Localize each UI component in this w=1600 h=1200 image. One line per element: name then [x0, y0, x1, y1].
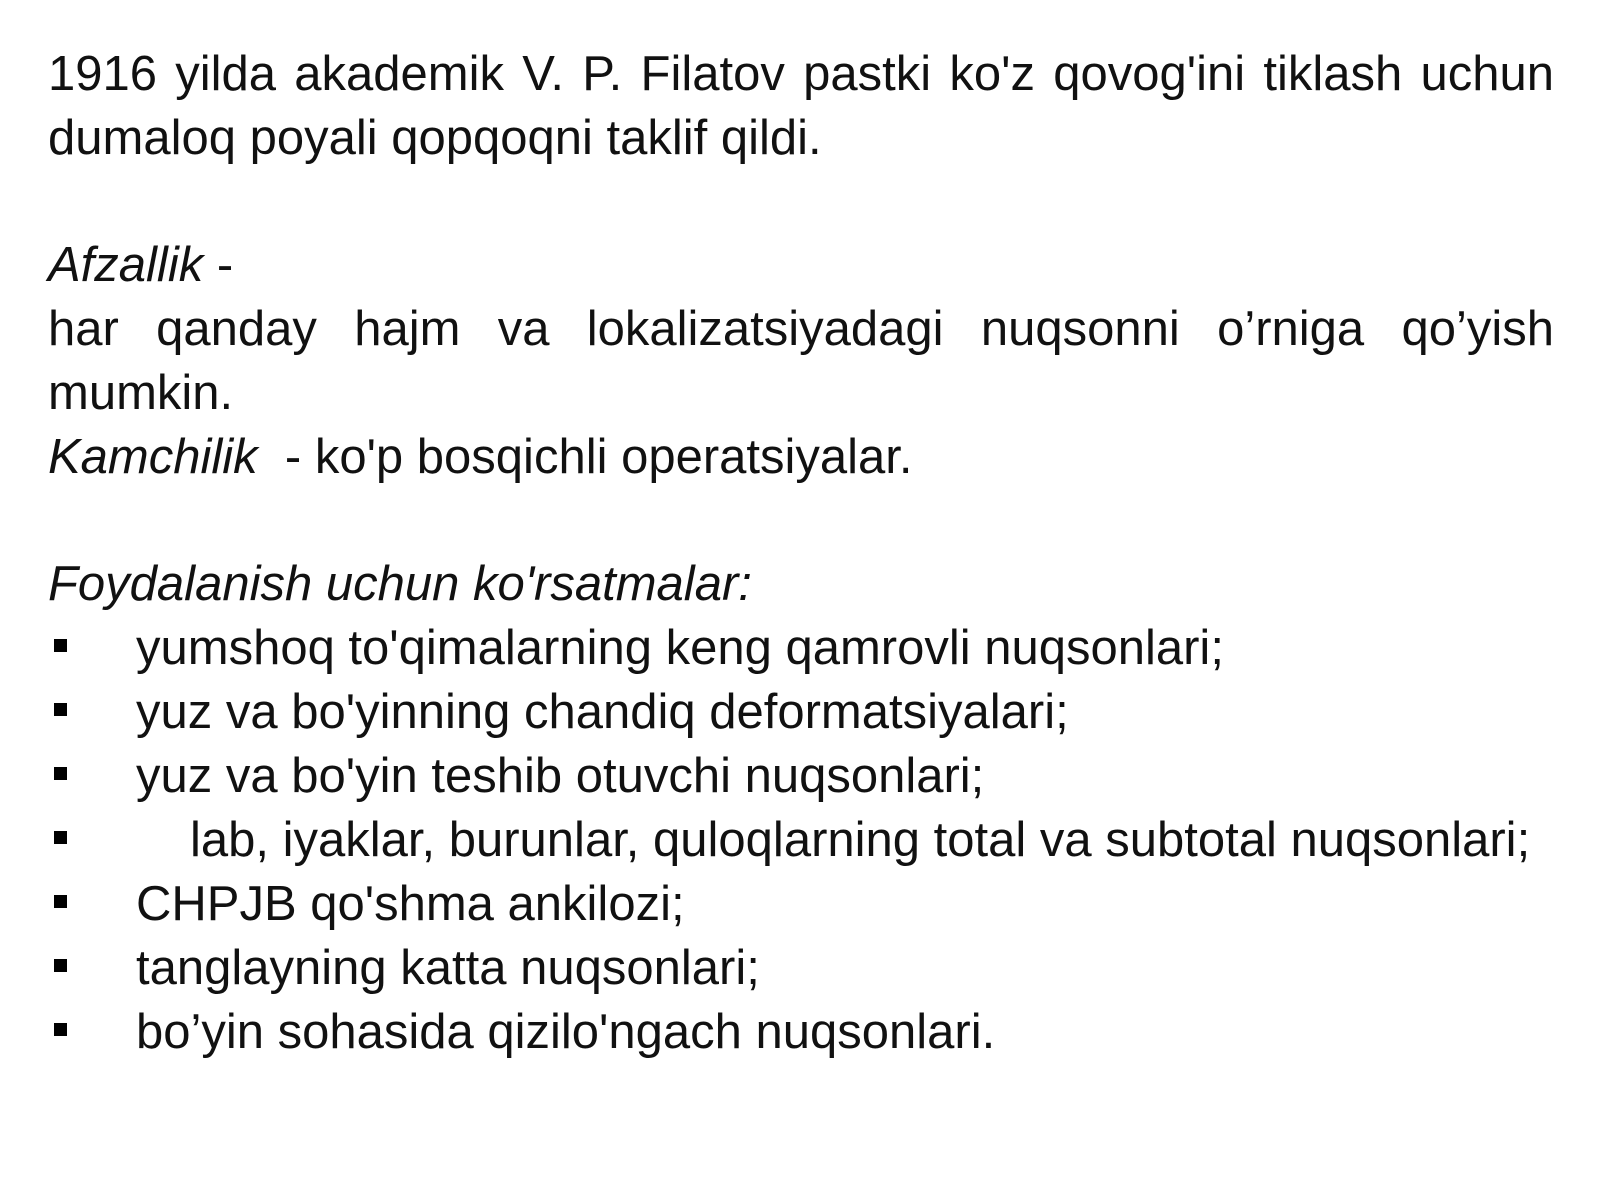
disadvantage-term: Kamchilik [48, 430, 258, 484]
square-bullet-icon [54, 639, 67, 652]
list-item-text: lab, iyaklar, burunlar, quloqlarning total va subtotal nuqsonlari; [190, 813, 1531, 867]
advantage-term: Afzallik [48, 238, 204, 292]
slide-content [48, 42, 1554, 1064]
disadvantage-line [48, 425, 1554, 489]
list-item [48, 808, 1554, 872]
square-bullet-icon [54, 1023, 67, 1036]
square-bullet-icon [54, 959, 67, 972]
list-item-text: CHPJB qo'shma ankilozi; [136, 877, 685, 931]
indications-list [48, 616, 1554, 1064]
square-bullet-icon [54, 703, 67, 716]
list-item [48, 872, 1554, 936]
square-bullet-icon [54, 831, 67, 844]
list-item-text: tanglayning katta nuqsonlari; [136, 941, 760, 995]
square-bullet-icon [54, 895, 67, 908]
list-item [48, 616, 1554, 680]
list-item [48, 744, 1554, 808]
indications-heading: Foydalanish uchun ko'rsatmalar: [48, 557, 752, 611]
list-item-text: bo’yin sohasida qizilo'ngach nuqsonlari. [136, 1005, 996, 1059]
spacer [48, 489, 1554, 552]
square-bullet-icon [54, 767, 67, 780]
advantage-heading [48, 233, 1554, 297]
list-item [48, 936, 1554, 1000]
advantage-dash: - [203, 238, 234, 292]
list-item [48, 1000, 1554, 1064]
list-item-text: yuz va bo'yinning chandiq deformatsiyalari; [136, 685, 1069, 739]
disadvantage-text: - ko'p bosqichli operatsiyalar. [257, 430, 913, 484]
list-item-text: yumshoq to'qimalarning keng qamrovli nuqsonlari; [136, 621, 1224, 675]
advantage-text: har qanday hajm va lokalizatsiyadagi nuqsonni o’rniga qo’yish mumkin. [48, 302, 1554, 420]
intro-paragraph: 1916 yilda akademik V. P. Filatov pastki ko'z qovog'ini tiklash uchun dumaloq poyali qopqoqni taklif qildi. [48, 47, 1554, 165]
list-item [48, 680, 1554, 744]
spacer [48, 170, 1554, 233]
list-item-text: yuz va bo'yin teshib otuvchi nuqsonlari; [136, 749, 985, 803]
